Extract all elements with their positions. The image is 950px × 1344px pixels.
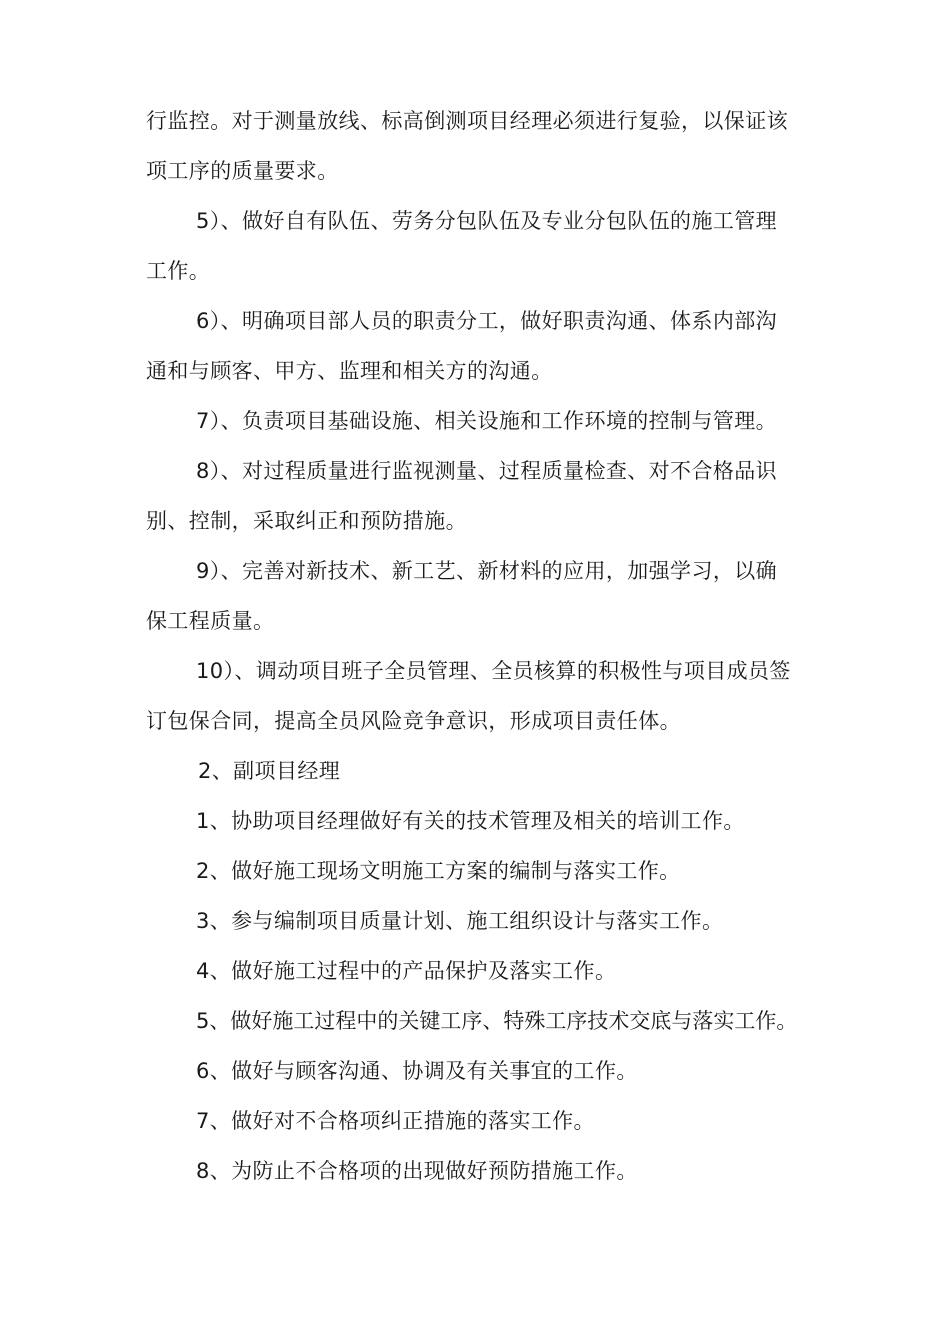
list-item-6-line-2: 通和与顾客、甲方、监理和相关方的沟通。 bbox=[146, 359, 553, 383]
list-item-5-line-1: 5）、做好自有队伍、劳务分包队伍及专业分包队伍的施工管理 bbox=[196, 209, 778, 233]
list-item-5-line-2: 工作。 bbox=[146, 259, 211, 283]
list-item-10-line-1: 10）、调动项目班子全员管理、全员核算的积极性与项目成员签 bbox=[196, 659, 791, 683]
text-line: 项工序的质量要求。 bbox=[146, 159, 339, 183]
duty-item-3: 3、参与编制项目质量计划、施工组织设计与落实工作。 bbox=[196, 909, 724, 933]
duty-item-6: 6、做好与顾客沟通、协调及有关事宜的工作。 bbox=[196, 1059, 638, 1083]
duty-item-1: 1、协助项目经理做好有关的技术管理及相关的培训工作。 bbox=[196, 809, 745, 833]
list-item-8-line-1: 8）、对过程质量进行监视测量、过程质量检查、对不合格品识 bbox=[196, 459, 778, 483]
duty-item-8: 8、为防止不合格项的出现做好预防措施工作。 bbox=[196, 1159, 638, 1183]
section-heading: 2、副项目经理 bbox=[198, 759, 341, 783]
list-item-6-line-1: 6）、明确项目部人员的职责分工，做好职责沟通、体系内部沟 bbox=[196, 309, 778, 333]
duty-item-4: 4、做好施工过程中的产品保护及落实工作。 bbox=[196, 959, 617, 983]
list-item-8-line-2: 别、控制，采取纠正和预防措施。 bbox=[146, 509, 467, 533]
duty-item-5: 5、做好施工过程中的关键工序、特殊工序技术交底与落实工作。 bbox=[196, 1009, 798, 1033]
duty-item-7: 7、做好对不合格项纠正措施的落实工作。 bbox=[196, 1109, 595, 1133]
list-item-10-line-2: 订包保合同，提高全员风险竞争意识，形成项目责任体。 bbox=[146, 709, 681, 733]
list-item-9-line-2: 保工程质量。 bbox=[146, 609, 275, 633]
duty-item-2: 2、做好施工现场文明施工方案的编制与落实工作。 bbox=[196, 859, 681, 883]
list-item-7: 7）、负责项目基础设施、相关设施和工作环境的控制与管理。 bbox=[196, 409, 778, 433]
text-line: 行监控。对于测量放线、标高倒测项目经理必须进行复验，以保证该 bbox=[146, 109, 788, 133]
list-item-9-line-1: 9）、完善对新技术、新工艺、新材料的应用，加强学习，以确 bbox=[196, 559, 778, 583]
